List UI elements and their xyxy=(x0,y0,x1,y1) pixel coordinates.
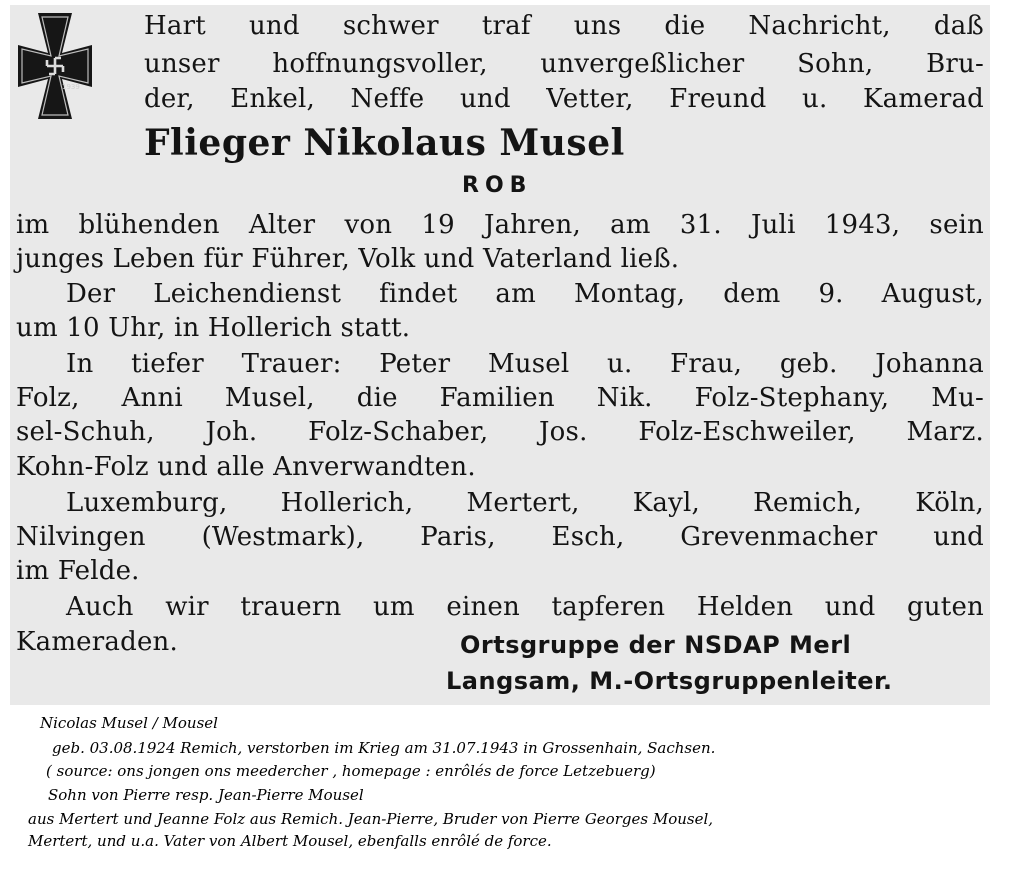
body-line: junges Leben für Führer, Volk und Vaterland ließ. xyxy=(16,244,680,274)
deceased-name: Flieger Nikolaus Musel xyxy=(144,122,625,164)
body-line: Auch wir trauern um einen tapferen Helden und guten xyxy=(66,592,984,622)
deceased-nickname: ROB xyxy=(462,173,533,198)
newspaper-clipping xyxy=(10,5,990,705)
caption-line: Mertert, und u.a. Vater von Albert Mousel, ebenfalls enrôlé de force. xyxy=(28,832,552,850)
body-line: Folz, Anni Musel, die Familien Nik. Folz-Stephany, Mu- xyxy=(16,383,984,413)
caption-line: Nicolas Musel / Mousel xyxy=(40,714,218,732)
body-line: Kameraden. xyxy=(16,627,178,657)
body-line: sel-Schuh, Joh. Folz-Schaber, Jos. Folz-Eschweiler, Marz. xyxy=(16,417,984,447)
body-line: Kohn-Folz und alle Anverwandten. xyxy=(16,452,476,482)
caption-line: ( source: ons jongen ons meedercher , homepage : enrôlés de force Letzebuerg) xyxy=(46,762,656,780)
caption-block xyxy=(0,712,1023,872)
intro-line: Hart und schwer traf uns die Nachricht, daß xyxy=(144,11,984,41)
caption-line: Sohn von Pierre resp. Jean-Pierre Mousel xyxy=(48,786,364,804)
body-line: In tiefer Trauer: Peter Musel u. Frau, geb. Johanna xyxy=(66,349,984,379)
intro-line: der, Enkel, Neffe und Vetter, Freund u. Kamerad xyxy=(144,84,984,114)
body-line: Der Leichendienst findet am Montag, dem 9. August, xyxy=(66,279,984,309)
body-line: Luxemburg, Hollerich, Mertert, Kayl, Remich, Köln, xyxy=(66,488,984,518)
intro-line: unser hoffnungsvoller, unvergeßlicher Sohn, Bru- xyxy=(144,49,984,79)
signature-line: Langsam, M.-Ortsgruppenleiter. xyxy=(446,667,893,695)
body-line: im blühenden Alter von 19 Jahren, am 31. Juli 1943, sein xyxy=(16,210,984,240)
signature-line: Ortsgruppe der NSDAP Merl xyxy=(460,631,852,659)
caption-line: geb. 03.08.1924 Remich, verstorben im Krieg am 31.07.1943 in Grossenhain, Sachsen. xyxy=(52,739,716,757)
body-line: Nilvingen (Westmark), Paris, Esch, Grevenmacher und xyxy=(16,522,984,552)
iron-cross-icon xyxy=(18,13,92,119)
cross-year: 1939 xyxy=(62,83,80,91)
body-line: um 10 Uhr, in Hollerich statt. xyxy=(16,313,411,343)
body-line: im Felde. xyxy=(16,556,140,586)
caption-line: aus Mertert und Jeanne Folz aus Remich. Jean-Pierre, Bruder von Pierre Georges Mousel, xyxy=(28,810,714,828)
